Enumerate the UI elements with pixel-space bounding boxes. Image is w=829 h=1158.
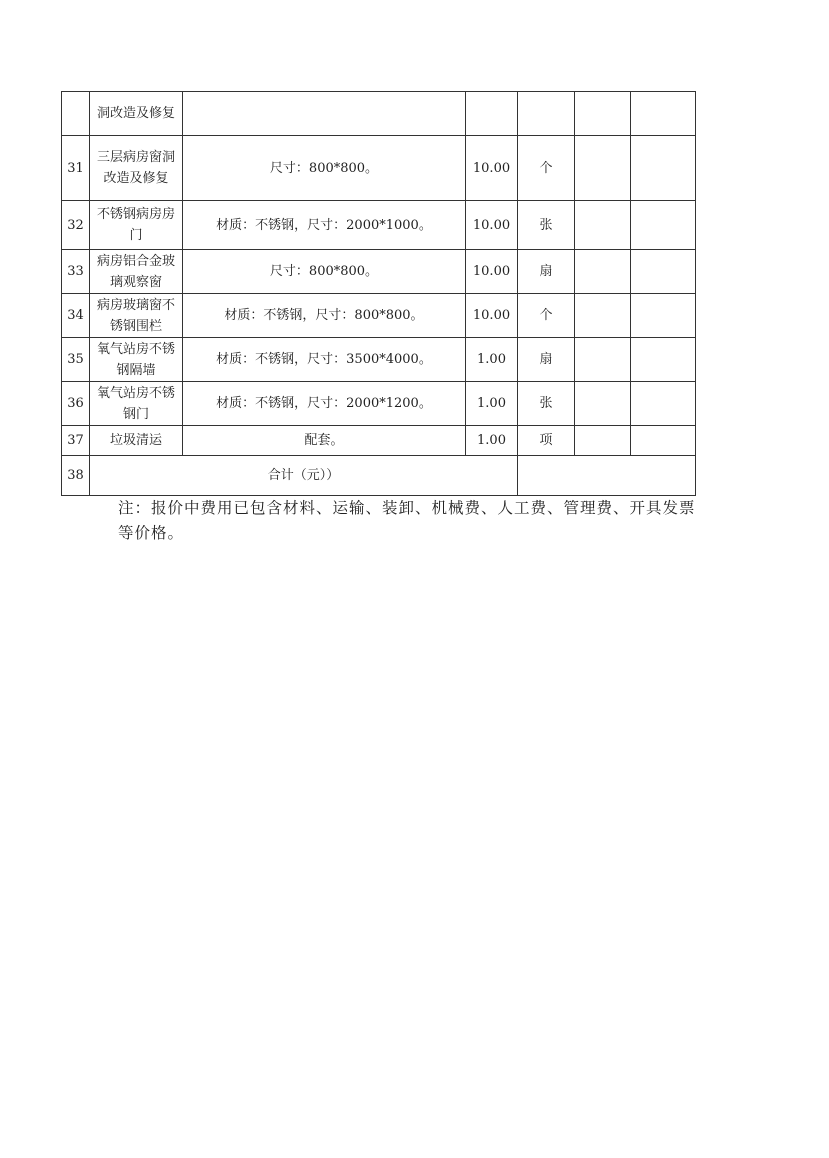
row-number: 31	[62, 136, 90, 201]
item-spec: 材质：不锈钢，尺寸：2000*1000。	[183, 201, 466, 250]
item-amount	[631, 338, 696, 382]
item-unit	[518, 92, 575, 136]
table-row	[62, 382, 696, 426]
item-unit-price	[575, 426, 631, 456]
item-quantity: 1.00	[466, 382, 518, 426]
item-amount	[631, 382, 696, 426]
item-name: 垃圾清运	[90, 426, 183, 456]
row-number: 37	[62, 426, 90, 456]
table-row	[62, 338, 696, 382]
item-quantity: 10.00	[466, 294, 518, 338]
row-number: 36	[62, 382, 90, 426]
table-row	[62, 426, 696, 456]
item-unit-price	[575, 382, 631, 426]
item-name: 氧气站房不锈钢门	[90, 382, 183, 426]
table-row	[62, 250, 696, 294]
item-spec: 配套。	[183, 426, 466, 456]
row-number: 33	[62, 250, 90, 294]
item-quantity: 1.00	[466, 338, 518, 382]
item-amount	[631, 92, 696, 136]
item-unit-price	[575, 136, 631, 201]
item-spec	[183, 92, 466, 136]
item-name: 病房玻璃窗不锈钢围栏	[90, 294, 183, 338]
item-unit: 项	[518, 426, 575, 456]
item-amount	[631, 136, 696, 201]
item-unit: 扇	[518, 250, 575, 294]
total-value	[518, 456, 696, 496]
item-quantity: 10.00	[466, 136, 518, 201]
item-spec: 尺寸：800*800。	[183, 250, 466, 294]
item-unit: 张	[518, 382, 575, 426]
table-row	[62, 136, 696, 201]
item-amount	[631, 294, 696, 338]
item-unit: 张	[518, 201, 575, 250]
item-name: 氧气站房不锈钢隔墙	[90, 338, 183, 382]
item-unit: 个	[518, 136, 575, 201]
item-name: 洞改造及修复	[90, 92, 183, 136]
footnote: 注：报价中费用已包含材料、运输、装卸、机械费、人工费、管理费、开具发票等价格。	[118, 499, 696, 542]
item-quantity: 10.00	[466, 201, 518, 250]
item-unit-price	[575, 250, 631, 294]
item-amount	[631, 426, 696, 456]
table-row	[62, 92, 696, 136]
item-spec: 材质：不锈钢，尺寸：2000*1200。	[183, 382, 466, 426]
item-spec: 材质：不锈钢，尺寸：3500*4000。	[183, 338, 466, 382]
item-quantity	[466, 92, 518, 136]
item-spec: 材质：不锈钢，尺寸：800*800。	[183, 294, 466, 338]
item-unit-price	[575, 338, 631, 382]
total-label: 合计（元））	[90, 456, 518, 496]
item-unit: 扇	[518, 338, 575, 382]
item-spec: 尺寸：800*800。	[183, 136, 466, 201]
item-unit-price	[575, 201, 631, 250]
item-unit-price	[575, 92, 631, 136]
row-number: 38	[62, 456, 90, 496]
row-number: 34	[62, 294, 90, 338]
row-number	[62, 92, 90, 136]
item-name: 三层病房窗洞改造及修复	[90, 136, 183, 201]
item-unit-price	[575, 294, 631, 338]
item-amount	[631, 201, 696, 250]
table-row	[62, 201, 696, 250]
quotation-table	[61, 91, 696, 496]
row-number: 32	[62, 201, 90, 250]
item-quantity: 10.00	[466, 250, 518, 294]
item-name: 病房铝合金玻璃观察窗	[90, 250, 183, 294]
item-name: 不锈钢病房房门	[90, 201, 183, 250]
item-unit: 个	[518, 294, 575, 338]
table-row	[62, 294, 696, 338]
row-number: 35	[62, 338, 90, 382]
item-quantity: 1.00	[466, 426, 518, 456]
total-row	[62, 456, 696, 496]
item-amount	[631, 250, 696, 294]
